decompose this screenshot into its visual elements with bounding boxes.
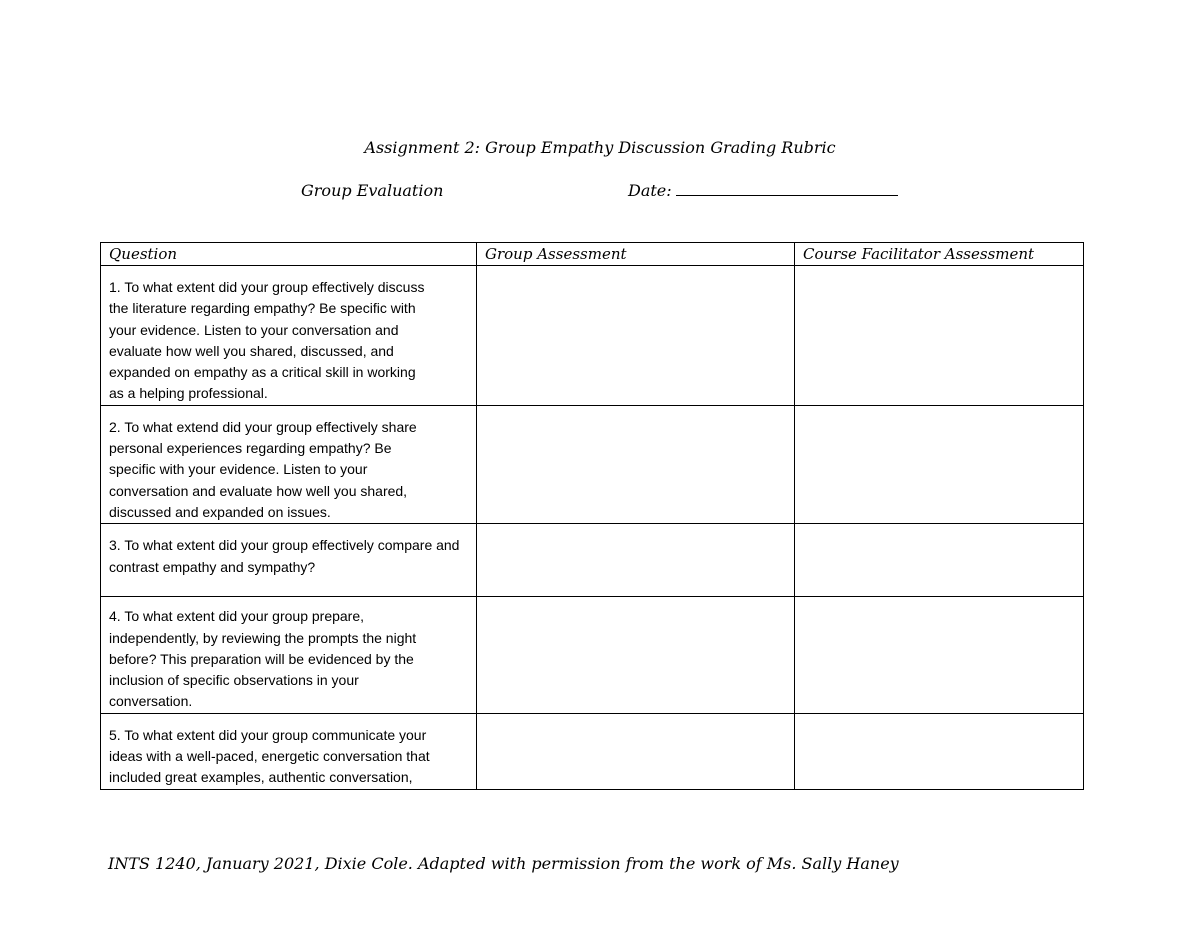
question-cell bbox=[101, 405, 477, 523]
table-row bbox=[101, 405, 1084, 523]
date-blank-line bbox=[676, 179, 898, 196]
question-cell bbox=[101, 597, 477, 713]
facilitator-assessment-cell[interactable] bbox=[795, 597, 1084, 713]
question-cell bbox=[101, 713, 477, 789]
column-header-group-assessment: Group Assessment bbox=[477, 243, 795, 266]
facilitator-assessment-cell[interactable] bbox=[795, 266, 1084, 406]
rubric-table bbox=[100, 242, 1084, 790]
facilitator-assessment-cell[interactable] bbox=[795, 713, 1084, 789]
group-assessment-cell[interactable] bbox=[477, 405, 795, 523]
question-cell bbox=[101, 524, 477, 597]
question-text: 5. To what extent did your group communicate your ideas with a well-paced, energetic conversation that included great examples, authentic conversation, bbox=[109, 726, 430, 786]
group-assessment-cell[interactable] bbox=[477, 266, 795, 406]
question-text: 3. To what extent did your group effectively compare and contrast empathy and sympathy? bbox=[109, 537, 460, 575]
table-row bbox=[101, 266, 1084, 406]
date-label: Date: bbox=[628, 181, 672, 200]
group-assessment-cell[interactable] bbox=[477, 597, 795, 713]
facilitator-assessment-cell[interactable] bbox=[795, 405, 1084, 523]
table-row bbox=[101, 597, 1084, 713]
document-title: Assignment 2: Group Empathy Discussion Grading Rubric bbox=[364, 138, 836, 157]
question-text: 2. To what extend did your group effectively share personal experiences regarding empathy? Be specific with your evidence. Listen to your conversation and evaluate how well you shared, discussed and expanded on issues. bbox=[109, 418, 417, 520]
table-row bbox=[101, 524, 1084, 597]
question-text: 1. To what extent did your group effectively discuss the literature regarding empathy? Be specific with your evidence. Listen to your conversation and evaluate how well you shared, discussed, and expanded on empathy as a critical skill in working as a helping professional. bbox=[109, 279, 425, 402]
group-assessment-cell[interactable] bbox=[477, 713, 795, 789]
facilitator-assessment-cell[interactable] bbox=[795, 524, 1084, 597]
column-header-facilitator-assessment: Course Facilitator Assessment bbox=[795, 243, 1084, 266]
question-cell bbox=[101, 266, 477, 406]
question-text: 4. To what extent did your group prepare, independently, by reviewing the prompts the night before? This preparation will be evidenced by the inclusion of specific observations in your conversation. bbox=[109, 608, 417, 710]
group-assessment-cell[interactable] bbox=[477, 524, 795, 597]
footer-citation: INTS 1240, January 2021, Dixie Cole. Adapted with permission from the work of Ms. Sally Haney bbox=[108, 854, 899, 873]
column-header-question: Question bbox=[101, 243, 477, 266]
group-evaluation-label: Group Evaluation bbox=[301, 181, 444, 200]
table-row bbox=[101, 713, 1084, 789]
table-header-row bbox=[101, 243, 1084, 266]
date-field bbox=[628, 179, 898, 203]
